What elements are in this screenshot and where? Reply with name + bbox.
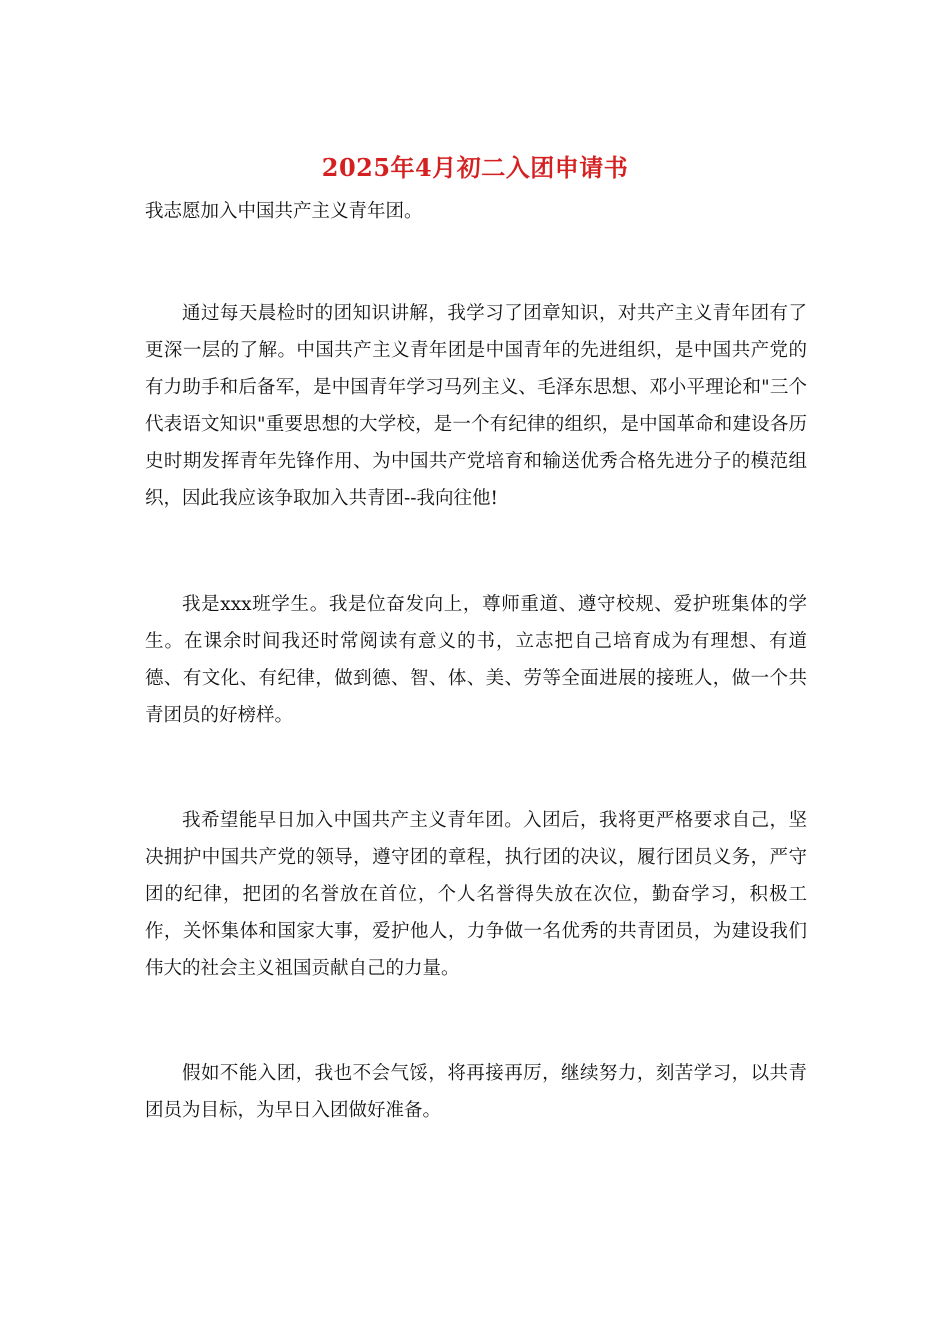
intro-paragraph: 我志愿加入中国共产主义青年团。 (145, 201, 423, 222)
document-title: 2025年4月初二入团申请书 (321, 153, 629, 182)
body-paragraph: 通过每天晨检时的团知识讲解，我学习了团章知识，对共产主义青年团有了更深一层的了解。中国共产主义青年团是中国青年的先进组织，是中国共产党的有力助手和后备军，是中国青年学习马列主义、毛泽东思想、邓小平理论和"三个代表语文知识"重要思想的大学校，是一个有纪律的组织，是中国革命和建设各历史时期发挥青年先锋作用、为中国共产党培育和输送优秀合格先进分子的模范组织，因此我应该争取加入共青团--我向往他! (145, 303, 807, 509)
body-paragraph: 我是xxx班学生。我是位奋发向上，尊师重道、遵守校规、爱护班集体的学生。在课余时间我还时常阅读有意义的书，立志把自己培育成为有理想、有道德、有文化、有纪律，做到德、智、体、美、劳等全面进展的接班人，做一个共青团员的好榜样。 (145, 594, 807, 726)
body-paragraph: 我希望能早日加入中国共产主义青年团。入团后，我将更严格要求自己，坚决拥护中国共产党的领导，遵守团的章程，执行团的决议，履行团员义务，严守团的纪律，把团的名誉放在首位，个人名誉得失放在次位，勤奋学习，积极工作，关怀集体和国家大事，爱护他人，力争做一名优秀的共青团员，为建设我们伟大的社会主义祖国贡献自己的力量。 (145, 810, 807, 979)
closing-paragraph: 假如不能入团，我也不会气馁，将再接再厉，继续努力，刻苦学习，以共青团员为目标，为早日入团做好准备。 (145, 1063, 807, 1121)
